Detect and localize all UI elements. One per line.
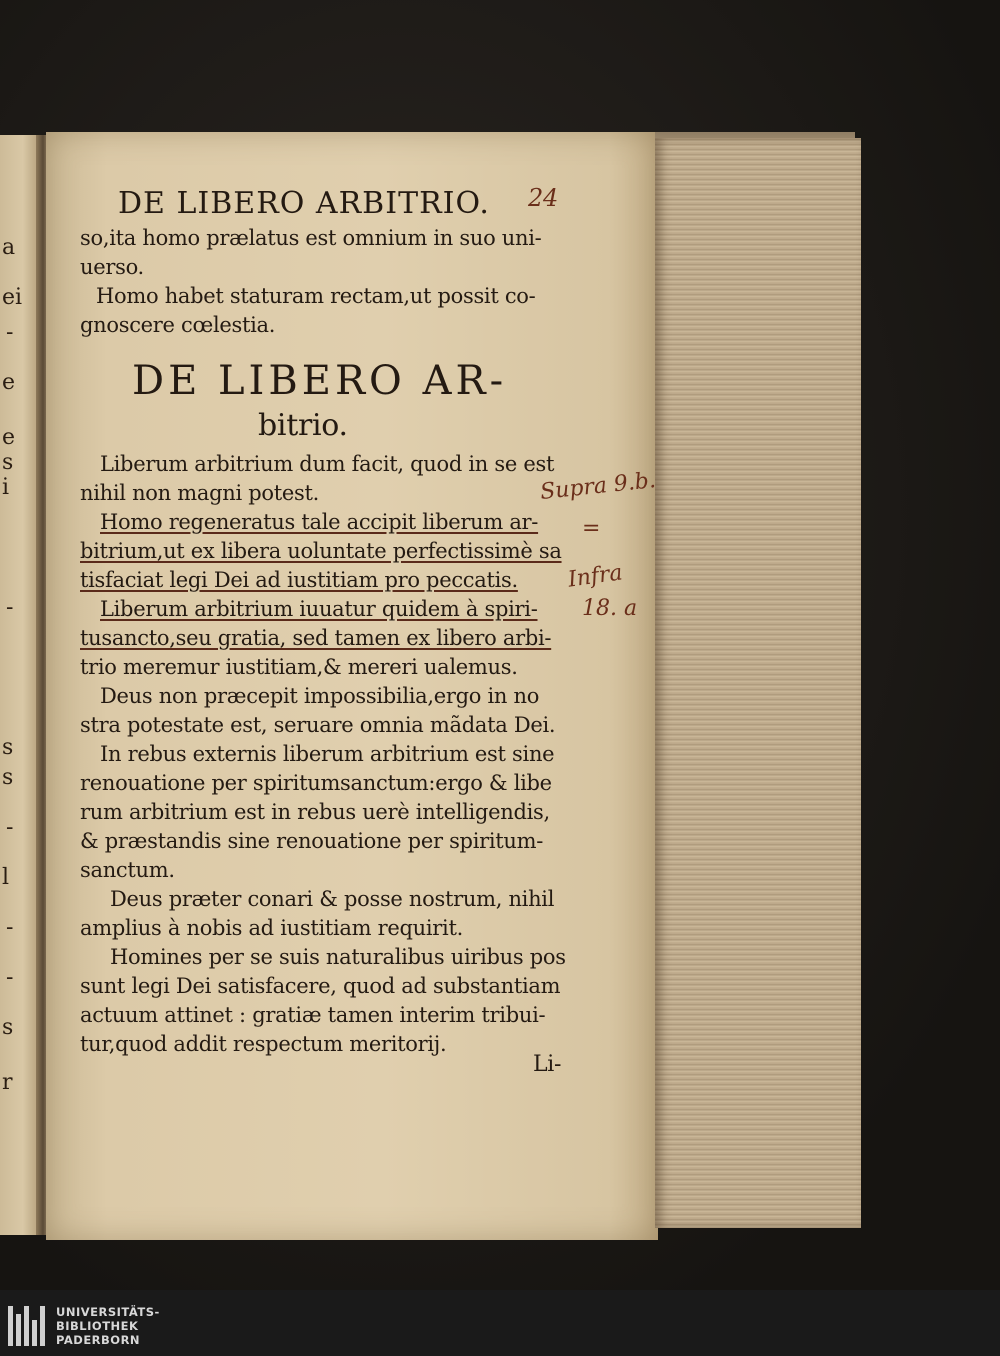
underlined-line: Homo regeneratus tale accipit liberum ar- xyxy=(100,510,539,534)
text-line: In rebus externis liberum arbitrium est sine xyxy=(100,742,555,766)
left-fragment-text: - xyxy=(6,320,14,345)
left-fragment-text: r xyxy=(2,1070,13,1095)
marginal-note: = xyxy=(582,516,601,541)
catchword: Li- xyxy=(533,1052,562,1077)
left-fragment-text: ei xyxy=(2,285,23,310)
marginal-note: 18. a xyxy=(582,596,638,621)
text-line: Deus non præcepit impossibilia,ergo in no xyxy=(100,684,540,708)
text-line: amplius à nobis ad iustitiam requirit. xyxy=(80,916,463,940)
left-fragment-text: i xyxy=(2,475,10,500)
folio-number: 24 xyxy=(528,184,558,212)
text-line: sanctum. xyxy=(80,858,175,882)
footer-line-1: UNIVERSITÄTS- xyxy=(56,1305,160,1319)
left-fragment-text: - xyxy=(6,595,14,620)
left-fragment-text: s xyxy=(2,765,14,790)
left-page-fragment xyxy=(0,135,38,1235)
left-fragment-text: - xyxy=(6,915,14,940)
text-line: tur,quod addit respectum meritorij. xyxy=(80,1032,447,1056)
underlined-line: tisfaciat legi Dei ad iustitiam pro peccatis. xyxy=(80,568,518,592)
left-fragment-text: e xyxy=(2,370,16,395)
text-line: & præstandis sine renouatione per spiritum- xyxy=(80,829,544,853)
text-line: Homines per se suis naturalibus uiribus pos xyxy=(110,945,566,969)
marginal-note: Supra 9.b. xyxy=(539,468,658,505)
left-fragment-text: s xyxy=(2,735,14,760)
left-fragment-text: a xyxy=(2,235,16,260)
marginal-note: Infra xyxy=(566,560,625,593)
text-line: gnoscere cœlestia. xyxy=(80,313,276,337)
section-heading-continued: bitrio. xyxy=(258,408,348,443)
section-heading: DE LIBERO AR- xyxy=(132,358,508,404)
running-title: DE LIBERO ARBITRIO. xyxy=(118,186,490,221)
text-line: so,ita homo prælatus est omnium in suo uni- xyxy=(80,226,542,250)
underlined-line: bitrium,ut ex libera uoluntate perfectissimè sa xyxy=(80,539,562,563)
footer-line-3: PADERBORN xyxy=(56,1333,141,1347)
library-logo-icon xyxy=(6,1306,50,1346)
footer-line-2: BIBLIOTHEK xyxy=(56,1319,139,1333)
text-line: trio meremur iustitiam,& mereri ualemus. xyxy=(80,655,518,679)
page-edges xyxy=(655,138,861,1228)
text-line: actuum attinet : gratiæ tamen interim tribui- xyxy=(80,1003,546,1027)
text-line: sunt legi Dei satisfacere, quod ad substantiam xyxy=(80,974,561,998)
left-fragment-text: s xyxy=(2,1015,14,1040)
left-fragment-text: - xyxy=(6,815,14,840)
underlined-line: Liberum arbitrium iuuatur quidem à spiri- xyxy=(100,597,538,621)
underlined-line: tusancto,seu gratia, sed tamen ex libero arbi- xyxy=(80,626,552,650)
left-fragment-text: - xyxy=(6,965,14,990)
text-line: Deus præter conari & posse nostrum, nihil xyxy=(110,887,555,911)
text-line: nihil non magni potest. xyxy=(80,481,319,505)
text-line: rum arbitrium est in rebus uerè intelligendis, xyxy=(80,800,550,824)
left-fragment-text: e xyxy=(2,425,16,450)
left-fragment-text: l xyxy=(2,865,10,890)
text-line: Homo habet staturam rectam,ut possit co- xyxy=(96,284,536,308)
text-line: stra potestate est, seruare omnia mãdata Dei. xyxy=(80,713,556,737)
left-fragment-text: s xyxy=(2,450,14,475)
text-line: uerso. xyxy=(80,255,144,279)
text-line: Liberum arbitrium dum facit, quod in se est xyxy=(100,452,555,476)
text-line: renouatione per spiritumsanctum:ergo & libe xyxy=(80,771,552,795)
footer-bar xyxy=(0,1290,1000,1356)
